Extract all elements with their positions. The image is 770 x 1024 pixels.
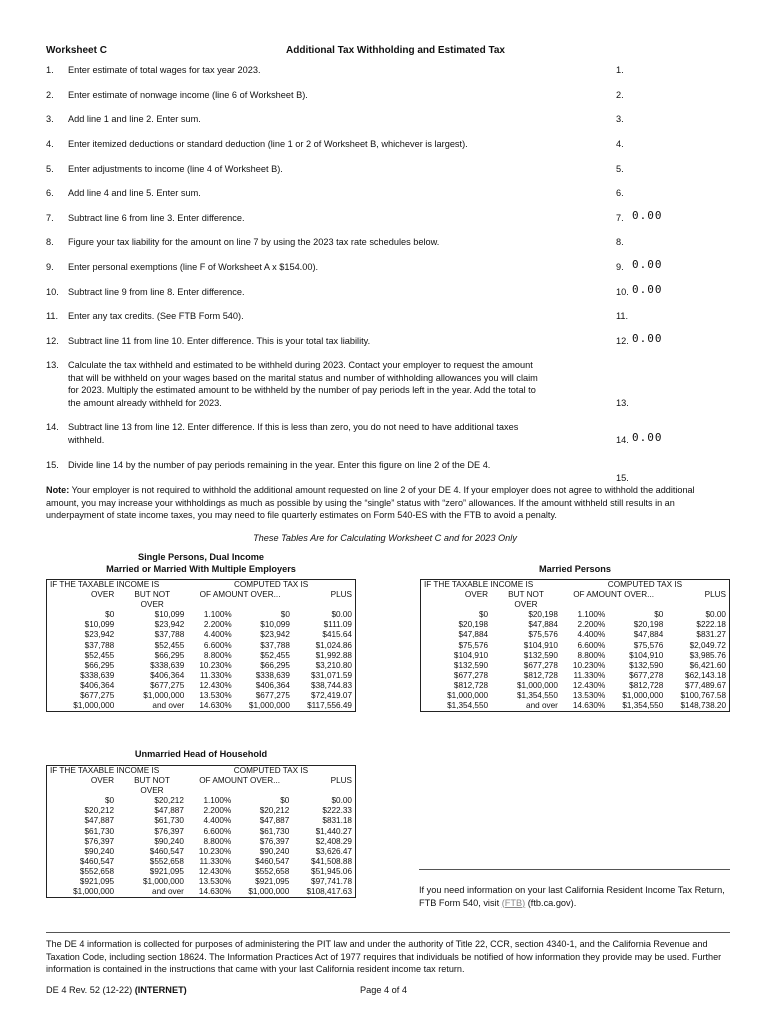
table-cell: $66,295 <box>84 660 115 670</box>
table-row <box>421 691 730 701</box>
table-cell: 8.800% <box>577 650 606 660</box>
table-cell: $20,198 <box>458 620 489 630</box>
but-not-over-label: OVER <box>140 786 164 796</box>
table-cell: $148,738.20 <box>680 701 726 711</box>
table-row <box>47 796 356 806</box>
line-number: 15. <box>46 460 59 470</box>
table-cell: $77,489.67 <box>685 680 726 690</box>
info-text: If you need information on your last California Resident Income Tax Return, FTB Form 540, visit <box>419 885 725 908</box>
table-cell: $10,099 <box>260 620 290 630</box>
table-cell: $0 <box>104 796 115 806</box>
worksheet-header <box>46 45 726 56</box>
table-cell: $0 <box>280 610 290 620</box>
table-cell: $1,354,550 <box>447 701 489 711</box>
table-cell: $1,024.86 <box>315 640 352 650</box>
table-row <box>47 641 356 651</box>
table-row <box>47 867 356 877</box>
table-cell: $47,887 <box>259 816 290 826</box>
page-number: Page 4 of 4 <box>360 985 407 995</box>
table-cell: $75,576 <box>633 640 664 650</box>
but-not-header <box>117 590 187 610</box>
table-cell: $1,354,550 <box>516 691 558 701</box>
table-cell: 14.630% <box>198 887 232 897</box>
single-table-title <box>46 551 356 575</box>
table-cell: 2.200% <box>203 806 232 816</box>
table-cell: $677,275 <box>150 680 185 690</box>
table-row <box>47 837 356 847</box>
line-number: 7. <box>46 213 54 223</box>
table-cell: $338,639 <box>150 660 185 670</box>
of-amount-header: OF AMOUNT OVER... <box>199 590 281 600</box>
table-cell: $222.18 <box>696 620 726 630</box>
table-cell: $111.09 <box>323 620 352 630</box>
line-label: 4. <box>616 139 624 149</box>
table-cell: 1.100% <box>577 610 606 620</box>
table-row <box>421 641 730 651</box>
table-cell: $132,590 <box>629 660 664 670</box>
table-cell: $415.64 <box>322 630 352 640</box>
table-cell: 8.800% <box>203 836 232 846</box>
line-label: 5. <box>616 164 624 174</box>
table-cell: $37,788 <box>154 630 185 640</box>
table-cell: $831.27 <box>696 630 726 640</box>
line-value-field[interactable]: 0.00 <box>632 209 663 222</box>
table-cell: $23,942 <box>84 630 115 640</box>
table-cell: $23,942 <box>260 630 290 640</box>
table-cell: $75,576 <box>528 630 558 640</box>
table-cell: $552,658 <box>79 866 115 876</box>
table-cell: $222.33 <box>322 806 352 816</box>
table-cell: $406,364 <box>150 670 185 680</box>
table-cell: and over <box>152 887 184 897</box>
tables-subtitle: These Tables Are for Calculating Worksheet C and for 2023 Only <box>253 533 517 543</box>
line-number: 14. <box>46 422 59 432</box>
table-cell: $132,590 <box>453 660 489 670</box>
table-cell: $3,985.76 <box>689 650 726 660</box>
table-cell: $90,240 <box>84 846 115 856</box>
table-cell: 4.400% <box>203 816 232 826</box>
line-value-field[interactable]: 0.00 <box>632 258 663 271</box>
table-row <box>421 620 730 630</box>
note-label: Note: <box>46 485 70 495</box>
table-cell: $41,508.88 <box>311 856 352 866</box>
but-not-label: BUT NOT <box>134 776 170 786</box>
single-tax-table <box>46 579 356 712</box>
income-header: IF THE TAXABLE INCOME IS <box>50 580 160 589</box>
table-cell: 12.430% <box>199 680 232 690</box>
table-cell: $62,143.18 <box>685 670 726 680</box>
table-cell: 10.230% <box>198 846 232 856</box>
table-cell: $47,887 <box>84 816 115 826</box>
line-number: 3. <box>46 114 54 124</box>
line-instruction: Enter estimate of nonwage income (line 6 of Worksheet B). <box>68 90 308 100</box>
but-not-header <box>117 776 187 796</box>
form-id: DE 4 Rev. 52 (12-22) <box>46 985 135 995</box>
table-row <box>421 701 730 712</box>
table-cell: $0 <box>654 610 664 620</box>
table-cell: $104,910 <box>629 650 664 660</box>
table-cell: $0.00 <box>705 610 726 620</box>
worksheet-label: Worksheet C <box>46 45 107 56</box>
table-cell: $677,278 <box>523 660 558 670</box>
line-label: 11. <box>616 311 629 321</box>
table-cell: $0 <box>105 610 115 620</box>
table-cell: $0.00 <box>331 610 352 620</box>
married-table-title: Married Persons <box>539 564 611 574</box>
table-cell: $3,626.47 <box>315 846 352 856</box>
table-cell: $812,728 <box>523 670 558 680</box>
line-instruction: Subtract line 13 from line 12. Enter difference. If this is less than zero, you do not need to have additional taxes withheld. <box>68 422 519 445</box>
table-cell: $23,942 <box>154 620 185 630</box>
table-row <box>47 651 356 661</box>
table-cell: $100,767.58 <box>680 691 726 701</box>
line-instruction: Calculate the tax withheld and estimated to be withheld during 2023. Contact your employer to request the amount that will be withheld on your wages based on the marital status and number of withholding allowances you will claim for 2023. Multiply the estimated amount to be withheld by the number of pay periods left in the year. Add the total to the amount already withheld for 2023. <box>68 360 538 408</box>
table-row <box>47 661 356 671</box>
table-row <box>421 630 730 640</box>
table-cell: $90,240 <box>154 836 184 846</box>
of-amount-header: OF AMOUNT OVER... <box>199 776 281 786</box>
table-cell: $20,212 <box>84 806 115 816</box>
table-cell: $552,658 <box>255 866 290 876</box>
line-label: 7. <box>616 213 624 223</box>
table-cell: $921,095 <box>255 877 290 887</box>
table-cell: $10,099 <box>84 620 115 630</box>
line-label: 14. <box>616 434 629 445</box>
single-title-line1: Single Persons, Dual Income <box>137 552 265 562</box>
table-cell: $2,408.29 <box>315 836 352 846</box>
divider-line <box>419 869 730 870</box>
table-cell: $6,421.60 <box>689 660 726 670</box>
table-cell: 14.630% <box>572 701 606 711</box>
table-cell: $0.00 <box>331 796 352 806</box>
table-cell: $831.18 <box>322 816 352 826</box>
line-instruction: Enter any tax credits. (See FTB Form 540). <box>68 311 244 321</box>
table-cell: $31,071.59 <box>311 670 352 680</box>
table-cell: $72,419.07 <box>311 691 352 701</box>
table-cell: $52,455 <box>154 640 185 650</box>
table-row <box>47 857 356 867</box>
table-cell: $47,884 <box>458 630 489 640</box>
line-number: 9. <box>46 262 54 272</box>
table-cell: $76,397 <box>154 826 184 836</box>
table-cell: $1,440.27 <box>315 826 352 836</box>
line-number: 13. <box>46 360 59 370</box>
table-cell: $338,639 <box>80 670 115 680</box>
table-cell: $47,884 <box>633 630 664 640</box>
single-title-line2: Married or Married With Multiple Employers <box>106 564 296 574</box>
table-cell: $1,000,000 <box>142 877 184 887</box>
footer-divider <box>46 932 730 933</box>
married-tax-table <box>420 579 730 712</box>
plus-header: PLUS <box>704 590 726 600</box>
table-cell: $812,728 <box>453 680 489 690</box>
income-header: IF THE TAXABLE INCOME IS <box>424 580 534 589</box>
table-cell: $97,741.78 <box>311 877 352 887</box>
table-cell: $75,576 <box>458 640 489 650</box>
table-cell: $1,992.88 <box>315 650 352 660</box>
table-row <box>47 887 356 898</box>
table-row <box>47 816 356 826</box>
computed-header: COMPUTED TAX IS <box>233 580 309 589</box>
line-value-field[interactable]: 0.00 <box>632 430 663 444</box>
form-edition: (INTERNET) <box>134 985 187 995</box>
line-number: 1. <box>46 65 54 75</box>
table-cell: 10.230% <box>572 660 606 670</box>
table-row <box>47 827 356 837</box>
table-cell: $921,095 <box>79 877 115 887</box>
table-cell: $338,639 <box>255 670 290 680</box>
privacy-statement: The DE 4 information is collected for purposes of administering the PIT law and under the authority of Title 22, CCR, section 4340-1, and the California Revenue and Taxation Code, including section 18624. The Information Practices Act of 1977 requires that individuals be notified of how information they provide may be used. Further information is contained in the instructions that came with your last California resident income tax return. <box>46 939 722 974</box>
table-cell: $677,275 <box>255 691 290 701</box>
table-cell: $3,210.80 <box>315 660 352 670</box>
table-cell: $406,364 <box>80 680 115 690</box>
table-cell: $0 <box>478 610 489 620</box>
line-instruction: Add line 1 and line 2. Enter sum. <box>68 114 201 124</box>
table-cell: $47,887 <box>154 806 184 816</box>
table-cell: 11.330% <box>573 670 606 680</box>
line-instruction: Subtract line 11 from line 10. Enter difference. This is your total tax liability. <box>68 336 371 346</box>
table-row <box>47 610 356 620</box>
line-instruction: Add line 4 and line 5. Enter sum. <box>68 188 201 198</box>
table-row <box>421 661 730 671</box>
table-cell: $1,000,000 <box>248 887 290 897</box>
table-cell: $1,000,000 <box>516 680 558 690</box>
table-cell: $460,547 <box>149 846 184 856</box>
table-cell: $61,730 <box>154 816 184 826</box>
but-not-label: BUT NOT <box>134 590 171 600</box>
line-label: 6. <box>616 188 624 198</box>
table-cell: $10,099 <box>154 610 185 620</box>
table-cell: $20,212 <box>154 796 184 806</box>
line-label: 15. <box>616 472 629 483</box>
hoh-tax-table <box>46 765 356 898</box>
table-cell: $66,295 <box>260 660 290 670</box>
table-cell: $1,000,000 <box>143 691 185 701</box>
of-amount-header: OF AMOUNT OVER... <box>573 590 655 600</box>
table-cell: $76,397 <box>259 836 290 846</box>
table-cell: 6.600% <box>203 640 232 650</box>
table-cell: and over <box>152 701 185 711</box>
table-cell: $61,730 <box>259 826 290 836</box>
table-cell: $20,198 <box>633 620 664 630</box>
table-cell: $38,744.83 <box>311 680 352 690</box>
line-label: 3. <box>616 114 624 124</box>
line-number: 5. <box>46 164 54 174</box>
line-label: 8. <box>616 237 624 247</box>
table-row <box>421 651 730 661</box>
line-instruction: Enter itemized deductions or standard deduction (line 1 or 2 of Worksheet B, whichever is largest). <box>68 139 468 149</box>
line-instruction: Enter personal exemptions (line F of Worksheet A x $154.00). <box>68 262 319 272</box>
table-cell: $460,547 <box>79 856 115 866</box>
table-cell: 11.330% <box>199 856 232 866</box>
table-row <box>47 681 356 691</box>
table-cell: $812,728 <box>629 680 664 690</box>
ftb-link[interactable]: (FTB) <box>501 897 526 908</box>
table-row <box>47 877 356 887</box>
table-cell: $132,590 <box>523 650 558 660</box>
table-cell: $1,000,000 <box>73 887 115 897</box>
table-row <box>47 701 356 712</box>
line-label: 1. <box>616 65 624 75</box>
table-cell: 13.530% <box>572 691 606 701</box>
table-row <box>47 620 356 630</box>
table-row <box>47 691 356 701</box>
table-cell: 1.100% <box>203 796 232 806</box>
note-text: Your employer is not required to withhold the additional amount requested on line 2 of your DE 4. If your employer does not agree to withhold the additional amount, you may increase your withholdings as much as possible by using the “single” status with “zero” allowances. If the amount withheld still results in an underpayment of state income taxes, you may need to file quarterly estimates on Form 540-ES with the FTB to avoid a penalty. <box>46 485 695 520</box>
table-cell: $52,455 <box>84 650 115 660</box>
info-text-after: (ftb.ca.gov). <box>525 897 577 908</box>
table-cell: $677,278 <box>453 670 489 680</box>
table-cell: $37,788 <box>84 640 115 650</box>
line-instruction: Enter adjustments to income (line 4 of Worksheet B). <box>68 164 283 174</box>
table-cell: 8.800% <box>203 650 232 660</box>
line-label: 13. <box>616 397 629 408</box>
but-not-over-label: OVER <box>514 600 538 610</box>
table-row <box>47 806 356 816</box>
table-cell: 10.230% <box>199 660 232 670</box>
table-cell: $0 <box>280 796 290 806</box>
line-value-field[interactable]: 0.00 <box>632 332 663 345</box>
table-cell: $104,910 <box>453 650 489 660</box>
table-cell: 4.400% <box>203 630 232 640</box>
table-cell: $2,049.72 <box>689 640 726 650</box>
ftb-info <box>419 884 729 909</box>
plus-header: PLUS <box>330 590 352 600</box>
table-cell: $90,240 <box>259 846 290 856</box>
but-not-label: BUT NOT <box>508 590 544 600</box>
table-cell: $677,278 <box>629 670 664 680</box>
table-cell: 13.530% <box>199 691 232 701</box>
table-cell: $61,730 <box>84 826 115 836</box>
income-header: IF THE TAXABLE INCOME IS <box>50 766 160 775</box>
table-cell: 1.100% <box>203 610 232 620</box>
table-cell: 6.600% <box>577 640 606 650</box>
table-row <box>421 671 730 681</box>
table-cell: $1,000,000 <box>622 691 664 701</box>
line-number: 8. <box>46 237 54 247</box>
table-cell: 6.600% <box>203 826 232 836</box>
line-instruction: Divide line 14 by the number of pay periods remaining in the year. Enter this figure on line 2 of the DE 4. <box>68 460 491 470</box>
line-value-field[interactable]: 0.00 <box>632 283 663 296</box>
line-label: 2. <box>616 90 624 100</box>
table-cell: $76,397 <box>84 836 115 846</box>
table-cell: $104,910 <box>523 640 558 650</box>
line-instruction: Subtract line 9 from line 8. Enter difference. <box>68 287 245 297</box>
table-cell: 12.430% <box>572 680 606 690</box>
table-cell: $51,945.06 <box>311 866 352 876</box>
line-label: 9. <box>616 262 624 272</box>
line-instruction: Subtract line 6 from line 3. Enter difference. <box>68 213 245 223</box>
over-header: OVER <box>464 590 489 600</box>
table-cell: $552,658 <box>149 856 184 866</box>
over-header: OVER <box>90 776 115 786</box>
table-cell: and over <box>526 701 558 711</box>
line-instruction: Enter estimate of total wages for tax year 2023. <box>68 65 261 75</box>
table-cell: 2.200% <box>577 620 606 630</box>
computed-header: COMPUTED TAX IS <box>607 580 683 589</box>
table-row <box>421 681 730 691</box>
table-row <box>47 847 356 857</box>
computed-header: COMPUTED TAX IS <box>233 766 309 775</box>
table-cell: 12.430% <box>198 866 232 876</box>
table-cell: $37,788 <box>260 640 290 650</box>
table-cell: $47,884 <box>528 620 558 630</box>
table-cell: 11.330% <box>199 670 232 680</box>
table-cell: $1,354,550 <box>622 701 664 711</box>
line-number: 6. <box>46 188 54 198</box>
table-cell: $1,000,000 <box>447 691 489 701</box>
line-number: 12. <box>46 336 59 346</box>
table-cell: 4.400% <box>577 630 606 640</box>
table-cell: 2.200% <box>203 620 232 630</box>
over-header: OVER <box>91 590 115 600</box>
table-row <box>47 671 356 681</box>
table-cell: 13.530% <box>198 877 232 887</box>
table-cell: $406,364 <box>255 680 290 690</box>
table-cell: $677,275 <box>80 691 115 701</box>
line-number: 10. <box>46 287 59 297</box>
note-paragraph <box>46 484 726 522</box>
but-not-header <box>491 590 561 610</box>
hoh-table-title: Unmarried Head of Household <box>134 749 268 759</box>
plus-header: PLUS <box>330 776 352 786</box>
table-cell: $117,556.49 <box>307 701 352 711</box>
table-cell: $52,455 <box>260 650 290 660</box>
line-number: 2. <box>46 90 54 100</box>
table-row <box>47 630 356 640</box>
table-cell: $1,000,000 <box>73 701 115 711</box>
table-cell: $20,198 <box>528 610 558 620</box>
form-revision <box>46 985 187 995</box>
table-row <box>421 610 730 620</box>
table-cell: 14.630% <box>199 701 232 711</box>
table-cell: $66,295 <box>154 650 185 660</box>
line-label: 12. <box>616 336 629 346</box>
worksheet-title: Additional Tax Withholding and Estimated Tax <box>286 45 505 56</box>
table-cell: $108,417.63 <box>306 887 352 897</box>
line-number: 4. <box>46 139 54 149</box>
line-label: 10. <box>616 287 629 297</box>
line-number: 11. <box>46 311 59 321</box>
line-instruction: Figure your tax liability for the amount on line 7 by using the 2023 tax rate schedules below. <box>68 237 440 247</box>
table-cell: $921,095 <box>149 866 184 876</box>
but-not-over-label: OVER <box>140 600 164 610</box>
table-cell: $460,547 <box>255 856 290 866</box>
table-cell: $20,212 <box>259 806 290 816</box>
table-cell: $1,000,000 <box>248 701 290 711</box>
